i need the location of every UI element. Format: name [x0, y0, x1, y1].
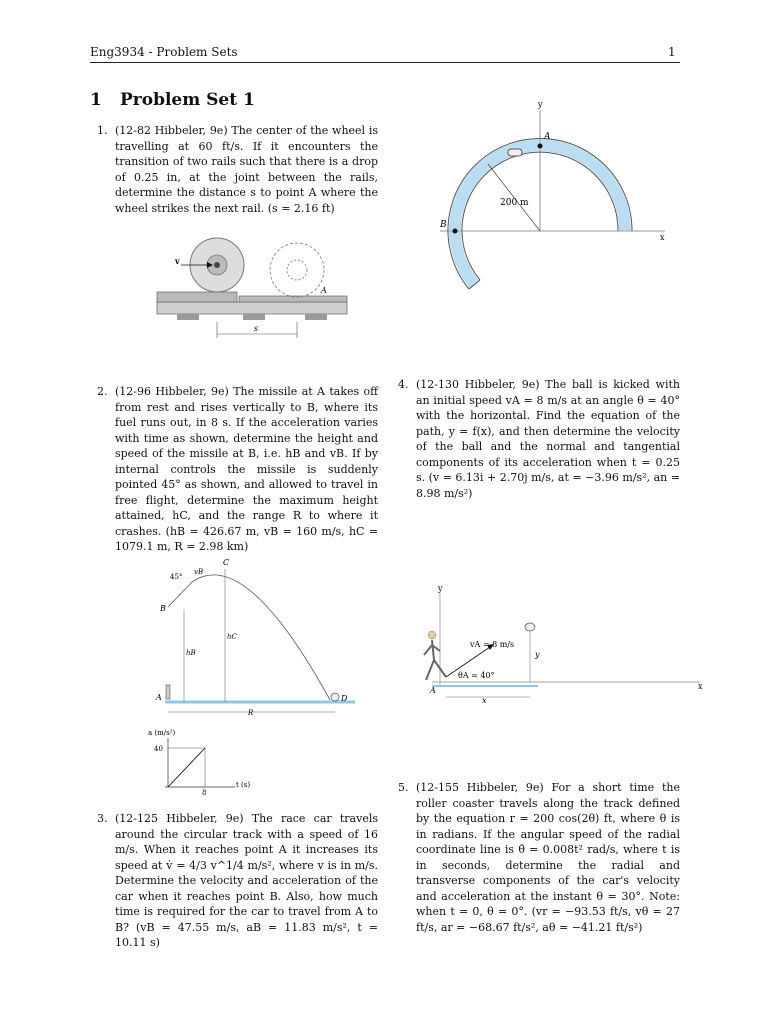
wheel-center: [214, 262, 220, 268]
header-rule: [90, 62, 680, 63]
point-a-label: A: [430, 686, 436, 695]
problem-text: (12-96 Hibbeler, 9e) The missile at A takes off from rest and rises vertically to B, where its fuel runs out, in 8 s. If the acceleration varies with time as shown, determine the height and speed of the missile at B, i.e. hB and vB. If by internal controls the missile is suddenly pointed 45° as shown, and allowed to travel in free flight, determine the maximum height attained, hC, and the range R to where it crashes. (hB = 426.67 m, vB = 160 m/s, hC = 1079.1 m, R = 2.98 km): [115, 385, 378, 553]
section-number: 1: [90, 90, 102, 110]
rail-tie: [305, 314, 327, 320]
flight-path: [168, 575, 330, 700]
problem-text: (12-125 Hibbeler, 9e) The race car travels around the circular track with a speed of 16 m/s. When it reaches point A it increases its speed at v̇ = 4/3 v^1/4 m/s², where v is in m/s. Determine the velocity and acceleration of the car when it reaches point B. Also, how much time is required for the car to travel from A to B? (vB = 47.55 m/s, aB = 11.83 m/s², t = 10.11 s): [115, 812, 378, 949]
rail-base: [157, 302, 347, 314]
graph-y-label: a (m/s²): [148, 729, 176, 737]
wheel-ghost: [270, 243, 324, 297]
race-car: [508, 149, 522, 156]
point-b-label: B: [440, 220, 447, 230]
crash-site: [331, 693, 339, 701]
point-d-label: D: [341, 694, 348, 703]
wheel-rail-figure: [155, 230, 355, 340]
problem-2: [97, 384, 378, 555]
point-b-marker: [453, 229, 458, 234]
velocity-b-label: vB: [194, 568, 204, 576]
x-axis-label: x: [698, 682, 703, 691]
problem-text: (12-130 Hibbeler, 9e) The ball is kicked with an initial speed vA = 8 m/s at an angle θ = 40° with the horizontal. Find the equation of the path, y = f(x), and then determine the velocity of the ball and the normal and tangential components of its acceleration when t = 0.25 s. (v = 6.13i + 2.70j m/s, at = −3.96 m/s², an = 8.98 m/s²): [416, 378, 680, 500]
ball: [525, 623, 535, 631]
graph-x-tick: 8: [202, 789, 207, 797]
player-figure: [424, 640, 446, 680]
velocity-label: vA = 8 m/s: [470, 640, 515, 649]
problem-number: 5.: [398, 781, 409, 794]
ground-strip: [432, 685, 538, 687]
running-header-title: Eng3934 - Problem Sets: [90, 45, 238, 59]
rail-tie: [177, 314, 199, 320]
y-dimension-label: y: [535, 650, 540, 659]
point-c-label: C: [223, 558, 230, 567]
missile-on-pad: [166, 685, 170, 699]
section-title: Problem Set 1: [120, 90, 255, 110]
range-label: R: [248, 709, 254, 717]
problem-number: 3.: [97, 812, 108, 825]
hc-label: hC: [227, 633, 237, 641]
point-a-label: A: [156, 693, 162, 702]
y-axis-label: y: [538, 100, 543, 109]
radius-label: 200 m: [500, 198, 529, 208]
problem-4: [398, 377, 680, 501]
missile-figure: [140, 555, 360, 800]
problem-text: (12-82 Hibbeler, 9e) The center of the wheel is travelling at 60 ft/s. If it encounters the transition of two rails such that there is a drop of 0.25 in, at the joint between the rails, determine the distance s to point A where the wheel strikes the next rail. (s = 2.16 ft): [115, 124, 378, 215]
problem-number: 1.: [97, 124, 108, 137]
angle-label: θA = 40°: [458, 671, 495, 680]
page-number: 1: [668, 45, 676, 59]
x-axis-label: x: [660, 233, 665, 242]
x-dimension-label: x: [482, 696, 487, 705]
graph-y-tick: 40: [154, 745, 163, 753]
player-head: [428, 631, 436, 639]
velocity-label: v: [175, 256, 180, 266]
wheel-ghost-hub: [287, 260, 307, 280]
problem-number: 4.: [398, 378, 409, 391]
problem-number: 2.: [97, 385, 108, 398]
rail-tie: [243, 314, 265, 320]
problem-5: [398, 780, 680, 935]
acceleration-curve: [168, 748, 205, 787]
problem-1: [97, 123, 378, 216]
y-axis-label: y: [438, 585, 443, 593]
problem-3: [97, 811, 378, 951]
section-heading: [90, 90, 255, 110]
kicked-ball-figure: [410, 585, 710, 705]
hb-label: hB: [186, 649, 196, 657]
graph-x-label: t (s): [236, 781, 251, 789]
point-b-label: B: [160, 604, 166, 613]
problem-text: (12-155 Hibbeler, 9e) For a short time the roller coaster travels along the track defined by the equation r = 200 cos(2θ) ft, where θ is in radians. If the angular speed of the radial coordinate line is θ̇ = 0.008t² rad/s, where t is in seconds, determine the radial and transverse components of the car's velocity and acceleration at the instant θ = 30°. Note: when t = 0, θ = 0°. (vr = −93.53 ft/s, vθ = 27 ft/s, ar = −68.67 ft/s², aθ = −41.21 ft/s²): [416, 781, 680, 934]
point-a-label: A: [321, 286, 327, 295]
upper-rail: [157, 292, 237, 302]
launch-angle-label: 45°: [170, 573, 183, 581]
point-a-label: A: [544, 132, 551, 142]
circular-track-figure: [420, 95, 680, 345]
point-a-marker: [538, 144, 543, 149]
distance-s-label: s: [254, 324, 259, 333]
